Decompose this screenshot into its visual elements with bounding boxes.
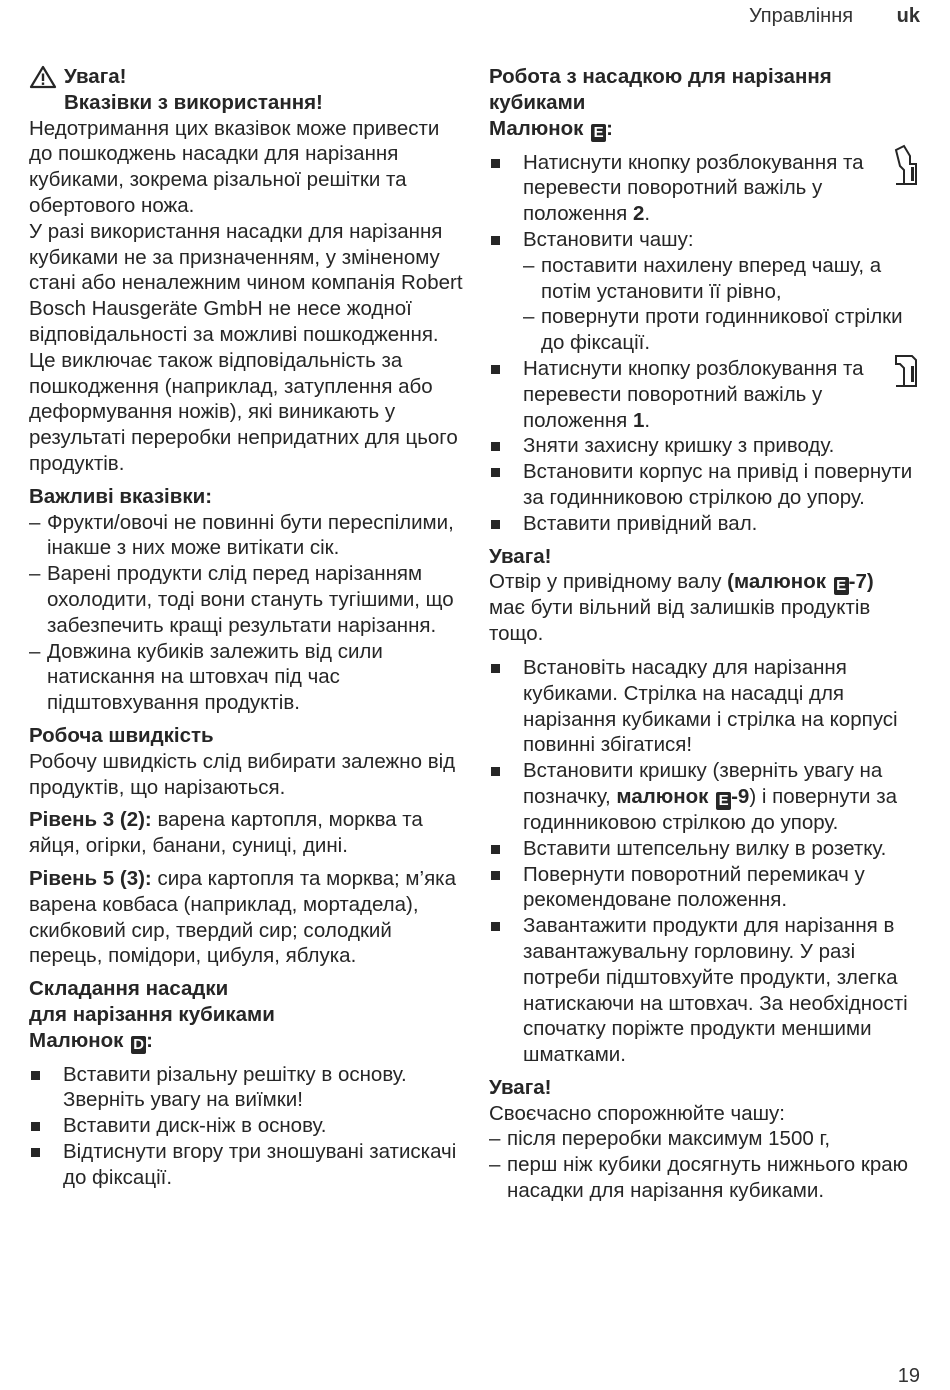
figure-label: Малюнок <box>29 1028 124 1052</box>
step-end: . <box>644 408 651 432</box>
assembly-step: Вставити диск-ніж в основу. <box>29 1113 467 1139</box>
assembly-step: Відтиснути вгору три зношувані затискачі до фіксації. <box>29 1139 467 1191</box>
warning-paragraph-2: У разі використання насадки для нарізання кубиками не за призначенням, у зміненому стані або неналежним чином компанія Robert Bosch Hausgeräte GmbH не несе жодної відповідальності за можливі пошкодження. Це виключає також відповідальність за пошкодження (наприклад, затуплення або деформування ножів), які виникають у результаті переробки непридатних для цього продуктів. <box>29 219 463 475</box>
important-item: – Варені продукти слід перед нарізанням охолодити, тоді вони стануть тугішими, що забезпечить кращі результати нарізання. <box>29 561 467 638</box>
operation-heading <box>489 64 914 142</box>
figure-letter-box: E <box>716 792 731 810</box>
operation-heading-title: Робота з насадкою для нарізання кубиками <box>489 65 832 114</box>
operation-step: Встановіть насадку для нарізання кубиками. Стрілка на насадці для нарізання кубиками і стрілка на корпусі повинні збігатися! <box>489 655 914 758</box>
attention-2-item: – перш ніж кубики досягнуть нижнього краю насадки для нарізання кубиками. <box>489 1152 914 1204</box>
important-item: – Довжина кубиків залежить від сили натискання на штовхач під час підштовхування продуктів. <box>29 639 467 716</box>
step-text: Натиснути кнопку розблокування та перевести поворотний важіль у положення <box>523 356 864 432</box>
left-column <box>29 64 467 1191</box>
operation-step <box>489 150 914 227</box>
level-3-paragraph <box>29 807 467 859</box>
operation-step <box>489 758 914 836</box>
right-column <box>489 64 914 1204</box>
attention-1-heading: Увага! <box>489 544 552 568</box>
important-heading: Важливі вказівки: <box>29 484 213 508</box>
figure-letter-box: D <box>131 1036 146 1054</box>
attention-2-text: Своєчасно спорожнюйте чашу: <box>489 1101 785 1125</box>
operation-figure-ref <box>489 116 914 142</box>
figure-ref: (малюнок <box>727 570 832 594</box>
operation-step <box>489 356 914 433</box>
level-5-label: Рівень 5 (3): <box>29 866 152 890</box>
operation-step: Зняти захисну кришку з приводу. <box>489 433 914 459</box>
assembly-heading <box>29 976 467 1054</box>
speed-heading: Робоча швидкість <box>29 723 214 747</box>
operation-step: Встановити корпус на привід і повернути за годинниковою стрілкою до упору. <box>489 459 914 511</box>
figure-label: Малюнок <box>489 116 584 140</box>
operation-step: Вставити штепсельну вилку в розетку. <box>489 836 914 862</box>
attention-text: має бути вільний від залишків продуктів тощо. <box>489 596 871 646</box>
attention-text: Отвір у привідному валу <box>489 570 728 594</box>
operation-step: Повернути поворотний перемикач у рекомендоване положення. <box>489 862 914 914</box>
figure-colon: : <box>606 116 613 140</box>
figure-letter-box: E <box>591 124 606 142</box>
operation-step: Вставити привідний вал. <box>489 511 914 537</box>
header-language-code: uk <box>896 5 920 27</box>
header-section-title: Управління <box>749 5 854 27</box>
lever-position-2-icon <box>890 144 924 188</box>
attention-1-text <box>489 569 914 647</box>
page-header <box>749 4 920 30</box>
warning-subtitle: Вказівки з використання! <box>64 90 323 114</box>
figure-ref-number: -7) <box>848 570 874 594</box>
level-5-text: сира картопля та морква; м’яка варена ковбаса (наприклад, мортадела), скибковий сир, твердий сир; солодкий перець, помідори, цибуля, яблука. <box>29 866 456 968</box>
assembly-heading-line-2: для нарізання кубиками <box>29 1002 275 1026</box>
figure-colon: : <box>146 1028 153 1052</box>
step-end: . <box>644 202 651 226</box>
step-text: Встановити кришку (зверніть увагу на позначку, <box>523 759 883 808</box>
speed-text: Робочу швидкість слід вибирати залежно від продуктів, що нарізаються. <box>29 749 456 799</box>
lever-position-1-icon <box>890 350 924 394</box>
warning-heading <box>29 64 467 116</box>
figure-ref-number: -9 <box>731 784 750 808</box>
warning-triangle-icon <box>29 65 57 89</box>
page-number: 19 <box>897 1365 920 1388</box>
step-position: 2 <box>632 202 645 226</box>
attention-2-heading: Увага! <box>489 1075 552 1099</box>
step-position: 1 <box>632 408 645 432</box>
important-item: – Фрукти/овочі не повинні бути переспілими, інакше з них може витікати сік. <box>29 510 467 562</box>
figure-letter-box: E <box>834 577 849 595</box>
step-text: Натиснути кнопку розблокування та перевести поворотний важіль у положення <box>523 150 864 226</box>
operation-substep: – поставити нахилену вперед чашу, а потім установити її рівно, <box>523 253 914 305</box>
figure-ref: малюнок <box>616 784 715 808</box>
warning-title: Увага! <box>64 65 127 88</box>
level-3-label: Рівень 3 (2): <box>29 808 152 832</box>
level-3-text: варена картопля, морква та яйця, огірки, банани, суниці, дині. <box>29 808 423 858</box>
assembly-heading-line-1: Складання насадки <box>29 977 229 1001</box>
level-5-paragraph <box>29 866 467 969</box>
step-text: ) і повернути за годинниковою стрілкою до упору. <box>523 784 897 834</box>
warning-paragraph-1: Недотримання цих вказівок може привести до пошкоджень насадки для нарізання кубиками, зокрема різальної решітки та обертового ножа. <box>29 116 440 217</box>
assembly-figure-ref <box>29 1028 467 1054</box>
operation-step: Завантажити продукти для нарізання в завантажувальну горловину. У разі потреби підштовхуйте продукти, злегка натискаючи на штовхач. За необхідності спочатку поріжте продукти меншими шматками. <box>489 913 914 1068</box>
assembly-step: Вставити різальну решітку в основу. Зверніть увагу на виїмки! <box>29 1062 467 1114</box>
operation-substep: – повернути проти годинникової стрілки до фіксації. <box>523 304 914 356</box>
attention-2-item: – після переробки максимум 1500 г, <box>489 1126 914 1152</box>
operation-step: Встановити чашу: <box>489 227 914 253</box>
